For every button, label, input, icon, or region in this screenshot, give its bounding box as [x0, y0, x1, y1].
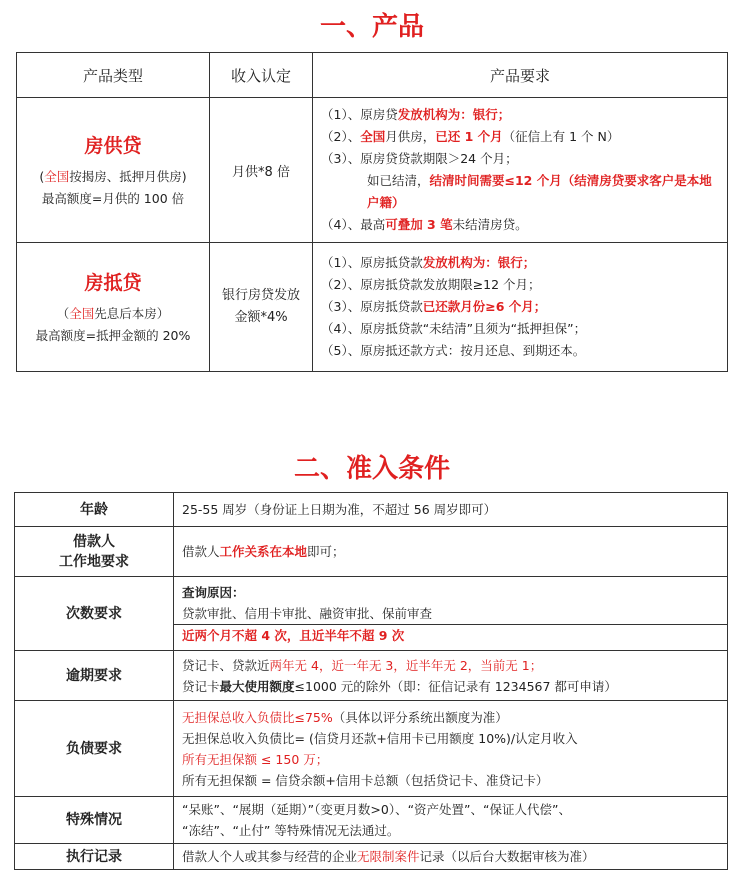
- label-overdue: 逾期要求: [15, 651, 174, 701]
- requirement-line: 如已结清，结清时间需要≤12 个月（结清房贷要求客户是本地户籍）: [367, 173, 712, 210]
- header-requirements: 产品要求: [313, 53, 728, 98]
- income-cell: 月供*8 倍: [210, 98, 313, 243]
- product-table: [16, 52, 728, 372]
- product-name: 房供贷: [84, 134, 142, 157]
- requirement-line: （2）、原房抵贷款发放期限≥12 个月；: [321, 277, 541, 292]
- value-times: 查询原因： 贷款审批、信用卡审批、融资审批、保前审查 近两个月不超 4 次，且近半年不超 9 次: [174, 577, 728, 651]
- value-debt: 无担保总收入负债比≤75%（具体以评分系统出额度为准） 无担保总收入负债比= (信贷月还款+信用卡已用额度 10%)/认定月收入 所有无担保额 ≤ 150 万； 所有无担保额 = 信贷余额+信用卡总额（包括贷记卡、准贷记卡）: [174, 701, 728, 797]
- product-name: 房抵贷: [84, 271, 142, 294]
- label-times: 次数要求: [15, 577, 174, 651]
- label-record: 执行记录: [15, 844, 174, 870]
- product-type-cell: [17, 98, 210, 243]
- value-work: 借款人工作关系在本地即可；: [174, 527, 728, 577]
- admission-row-age: [15, 493, 728, 527]
- product-max-amount: 最高额度=月供的 100 倍: [41, 190, 185, 206]
- label-age: 年龄: [15, 493, 174, 527]
- product-scope: （全国先息后本房）: [56, 305, 170, 321]
- requirement-line: （4）、原房抵贷款“未结清”且须为“抵押担保”；: [321, 321, 587, 336]
- section-title-admission: 二、准入条件: [293, 454, 450, 484]
- admission-row-work: [15, 527, 728, 577]
- label-special: 特殊情况: [15, 797, 174, 844]
- requirement-line: （2）、全国月供房，已还 1 个月（征信上有 1 个 N）: [321, 129, 620, 144]
- product-row: [17, 98, 728, 243]
- requirement-line: （1）、原房贷发放机构为：银行；: [321, 107, 511, 122]
- admission-row-times: [15, 577, 728, 651]
- requirement-line: （3）、原房贷贷款期限＞24 个月；: [321, 151, 518, 166]
- value-special: “呆账”、“展期（延期）”（变更月数>0）、“资产处置”、“保证人代偿”、 “冻结”、“止付” 等特殊情况无法通过。: [174, 797, 728, 844]
- requirements-cell: [313, 243, 728, 372]
- admission-table: [14, 492, 728, 870]
- requirement-line: （1）、原房抵贷款发放机构为：银行；: [321, 255, 536, 270]
- label-work: 借款人 工作地要求: [15, 527, 174, 577]
- requirement-line: （3）、原房抵贷款已还款月份≥6 个月；: [321, 299, 547, 314]
- requirements-cell: [313, 98, 728, 243]
- product-row: [17, 243, 728, 372]
- admission-row-special: [15, 797, 728, 844]
- product-table-header: [17, 53, 728, 98]
- section-title-product: 一、产品: [319, 12, 424, 42]
- product-scope: (全国按揭房、抵押月供房): [39, 168, 187, 184]
- admission-row-overdue: [15, 651, 728, 701]
- value-overdue: 贷记卡、贷款近两年无 4，近一年无 3，近半年无 2，当前无 1； 贷记卡最大使用额度≤1000 元的除外（即：征信记录有 1234567 都可申请）: [174, 651, 728, 701]
- header-income: 收入认定: [210, 53, 313, 98]
- requirement-line: （4）、最高可叠加 3 笔未结清房贷。: [321, 217, 528, 232]
- label-debt: 负债要求: [15, 701, 174, 797]
- product-type-cell: [17, 243, 210, 372]
- value-age: 25-55 周岁（身份证上日期为准，不超过 56 周岁即可）: [174, 493, 728, 527]
- product-max-amount: 最高额度=抵押金额的 20%: [35, 327, 191, 343]
- requirement-line: （5）、原房抵还款方式：按月还息、到期还本。: [321, 343, 586, 358]
- value-record: 借款人个人或其参与经营的企业无限制案件记录（以后台大数据审核为准）: [174, 844, 728, 870]
- income-cell: 银行房贷发放金额*4%: [210, 243, 313, 372]
- header-product-type: 产品类型: [17, 53, 210, 98]
- admission-row-debt: [15, 701, 728, 797]
- admission-row-record: [15, 844, 728, 870]
